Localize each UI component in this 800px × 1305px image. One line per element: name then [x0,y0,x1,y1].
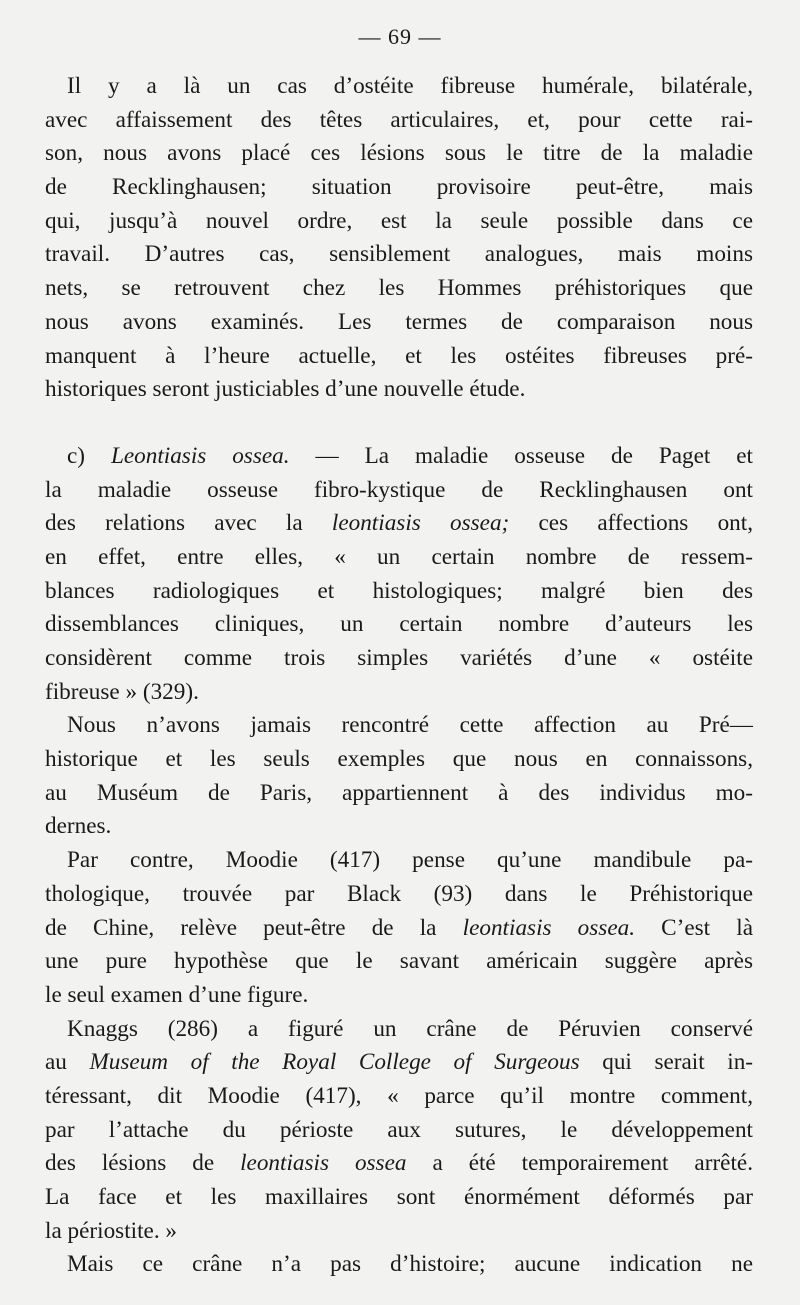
text-segment: fibreuse » (329). [45,678,199,705]
text-segment: de Recklinghausen; situation provisoire peut-être, mais [45,174,753,201]
text-segment: La face et les maxillaires sont énormément déformés par [45,1184,753,1210]
text-segment: historique et les seuls exemples que nous en connaissons, [45,746,753,773]
text-line [45,1046,753,1080]
text-line [45,810,753,844]
text-line [45,474,753,508]
text-segment: nous avons examinés. Les termes de comparaison nous [45,308,753,335]
text-line [45,743,753,777]
text-segment: considèrent comme trois simples variétés d’une « ostéite [45,645,753,671]
text-line [45,70,753,104]
text-line [45,1013,753,1047]
text-line [45,137,753,171]
text-segment: au Muséum de Paris, appartiennent à des individus mo- [45,779,753,806]
text-segment: c) [67,442,111,469]
text-segment: Nous n’avons jamais rencontré cette affection au Pré— [67,712,753,739]
text-line [45,205,753,239]
text-segment: qui, jusqu’à nouvel ordre, est la seule possible dans ce [45,207,753,234]
text-line [45,238,753,272]
text-segment: travail. D’autres cas, sensiblement analogues, mais moins [45,241,753,268]
text-segment: dernes. [45,813,112,840]
text-line [45,844,753,878]
paragraph [45,440,753,710]
text-line [45,1147,753,1181]
paragraph [45,709,753,844]
text-segment: par l’attache du périoste aux sutures, le développement [45,1116,753,1143]
italic-term: leontiasis ossea [240,1150,407,1177]
text-line [45,272,753,306]
text-segment: Il y a là un cas d’ostéite fibreuse humérale, bilatérale, [67,73,753,99]
text-segment: ces affections ont, [509,510,753,537]
text-line [45,440,753,474]
text-line [45,541,753,575]
text-line [45,1215,753,1249]
text-line [45,608,753,642]
paragraph [45,70,753,407]
text-segment: blances radiologiques et histologiques; malgré bien des [45,577,753,604]
text-segment: Par contre, Moodie (417) pense qu’une mandibule pa- [67,847,753,874]
text-line [45,1080,753,1114]
text-segment: la maladie osseuse fibro-kystique de Recklinghausen ont [45,476,753,503]
text-segment: C’est là [635,914,754,941]
text-segment: a été temporairement arrêté. [406,1150,753,1177]
text-segment: au [45,1049,90,1076]
text-segment: manquent à l’heure actuelle, et les ostéites fibreuses pré- [45,342,753,369]
text-line [45,373,753,407]
text-segment: des relations avec la [45,510,332,537]
text-line [45,575,753,609]
text-line [45,642,753,676]
body-text [45,70,753,1282]
text-segment: en effet, entre elles, « un certain nombre de ressem- [45,543,753,570]
text-line [45,507,753,541]
italic-term: Museum of the Royal College of Surgeous [89,1049,580,1076]
text-line [45,1248,753,1282]
italic-term: Leontiasis ossea. [110,442,290,469]
text-line [45,306,753,340]
text-segment: des lésions de [45,1150,241,1177]
text-segment: nets, se retrouvent chez les Hommes préhistoriques que [45,275,753,302]
text-line [45,912,753,946]
paragraph [45,1013,753,1249]
text-segment: le seul examen d’une figure. [45,981,309,1008]
text-segment: — La maladie osseuse de Paget et [289,442,753,469]
text-segment: Knaggs (286) a figuré un crâne de Péruvien conservé [67,1015,753,1042]
text-line [45,979,753,1013]
paragraph [45,844,753,1012]
page-number: — 69 — [358,24,442,49]
text-line [45,1181,753,1215]
paragraph-gap [45,407,753,440]
text-segment: historiques seront justiciables d’une nouvelle étude. [45,376,526,403]
text-line [45,777,753,811]
text-segment: de Chine, relève peut-être de la [45,914,463,941]
text-segment: qui serait in- [579,1049,754,1076]
text-line [45,1114,753,1148]
text-segment: son, nous avons placé ces lésions sous le titre de la maladie [45,140,753,167]
italic-term: leontiasis ossea; [331,510,510,537]
text-line [45,104,753,138]
text-line [45,878,753,912]
text-segment: une pure hypothèse que le savant américain suggère après [45,948,753,975]
text-segment: téressant, dit Moodie (417), « parce qu’il montre comment, [45,1082,753,1109]
paragraph [45,1248,753,1282]
text-segment: Mais ce crâne n’a pas d’histoire; aucune indication ne [67,1251,753,1278]
text-segment: la périostite. » [45,1217,178,1244]
text-segment: dissemblances cliniques, un certain nombre d’auteurs les [45,611,753,638]
text-segment: thologique, trouvée par Black (93) dans le Préhistorique [45,880,753,907]
text-segment: avec affaissement des têtes articulaires, et, pour cette rai- [45,106,753,133]
text-line [45,676,753,710]
text-line [45,709,753,743]
text-line [45,171,753,205]
text-line [45,945,753,979]
italic-term: leontiasis ossea. [462,914,636,941]
text-line [45,340,753,374]
